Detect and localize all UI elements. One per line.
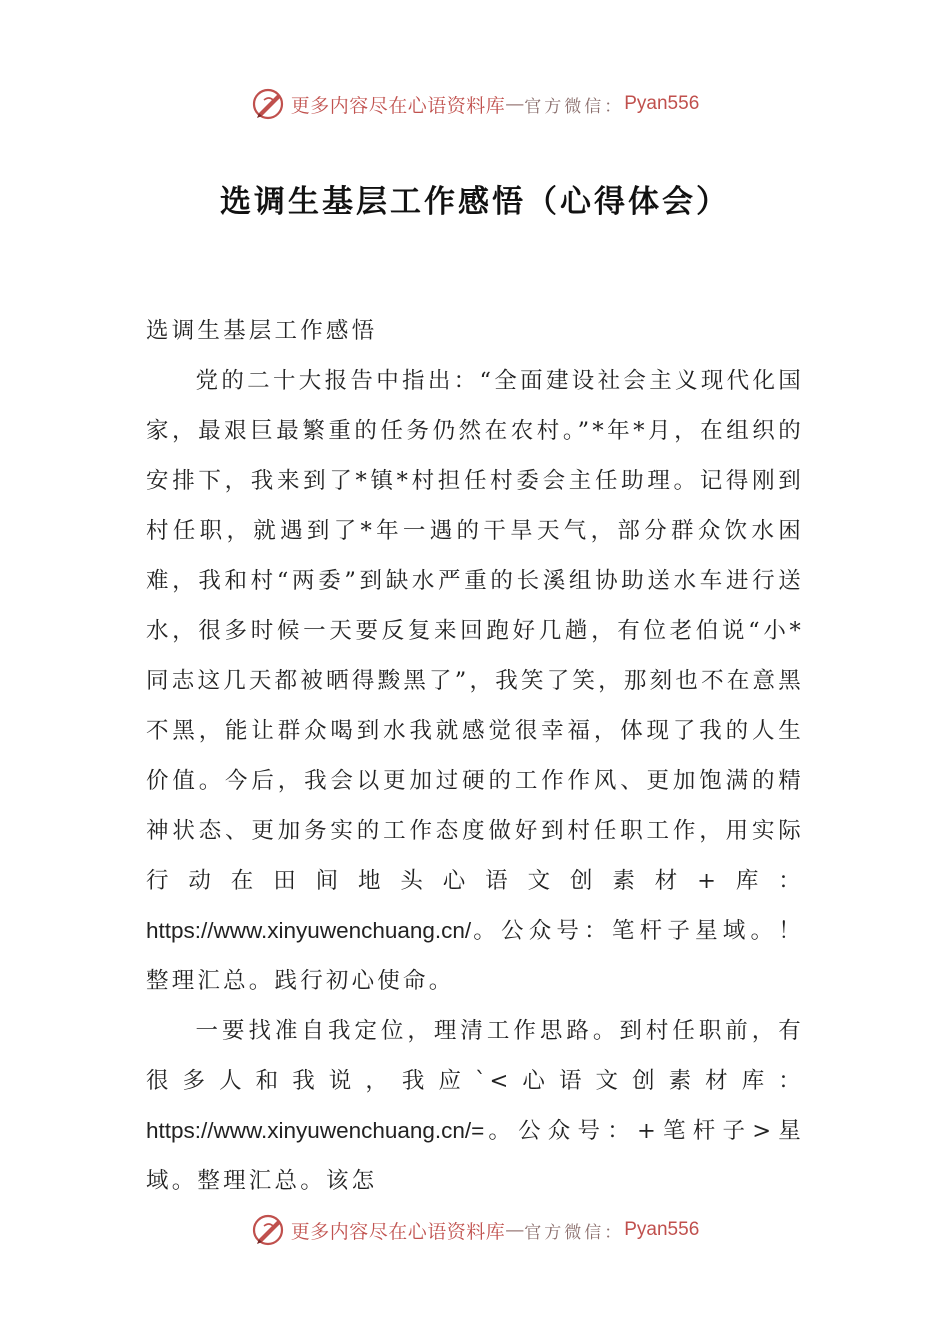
paragraph-2-url: https://www.xinyuwenchuang.cn/= <box>146 1118 485 1143</box>
banner-main-text: 更多内容尽在心语资料库 <box>290 1220 506 1243</box>
banner-main-text: 更多内容尽在心语资料库 <box>290 94 506 117</box>
document-subtitle: 选调生基层工作感悟 <box>146 318 378 344</box>
pen-logo-icon <box>251 1212 287 1248</box>
paragraph-1-text-a: 党的二十大报告中指出：“全面建设社会主义现代化国家，最艰巨最繁重的任务仍然在农村。”*年*月，在组织的安排下，我来到了*镇*村担任村委会主任助理。记得刚到村任职，就遇到了*年一遇的干旱天气，部分群众饮水困难，我和村“两委”到缺水严重的长溪组协助送水车进行送水，很多时候一天要反复来回跑好几趟，有位老伯说“小*同志这几天都被晒得黢黑了”，我笑了笑，那刻也不在意黑不黑，能让群众喝到水我就感觉很幸福，体现了我的人生价值。今后，我会以更加过硬的工作作风、更加饱满的精神状态、更加务实的工作态度做好到村任职工作，用实际行动在田间地头心语文创素材+库： <box>146 368 804 894</box>
banner-dash: — <box>505 93 525 115</box>
paragraph-1-text-b: 。公众号：笔杆子星域。！整理汇总。践行初心使命。 <box>146 918 804 994</box>
paragraph-1-url: https://www.xinyuwenchuang.cn/ <box>146 918 472 943</box>
document-body <box>146 306 804 1206</box>
banner-wechat-id: Pyan556 <box>624 1219 700 1240</box>
banner-dash: — <box>505 1219 525 1241</box>
paragraph-1 <box>146 356 804 1006</box>
paragraph-2-text-b: 。公众号：+笔杆子>星域。整理汇总。该怎 <box>146 1118 804 1194</box>
banner-wechat-id: Pyan556 <box>624 93 700 114</box>
footer-banner <box>0 1210 950 1250</box>
paragraph-2-text-a: 一要找准自我定位，理清工作思路。到村任职前，有很多人和我说，我应`<心语文创素材库： <box>146 1018 804 1094</box>
banner-label: 官方微信： <box>524 96 625 117</box>
header-banner <box>0 84 950 124</box>
pen-logo-icon <box>251 86 287 122</box>
banner-label: 官方微信： <box>524 1222 625 1243</box>
paragraph-2 <box>146 1006 804 1206</box>
document-title: 选调生基层工作感悟（心得体会） <box>220 184 730 220</box>
